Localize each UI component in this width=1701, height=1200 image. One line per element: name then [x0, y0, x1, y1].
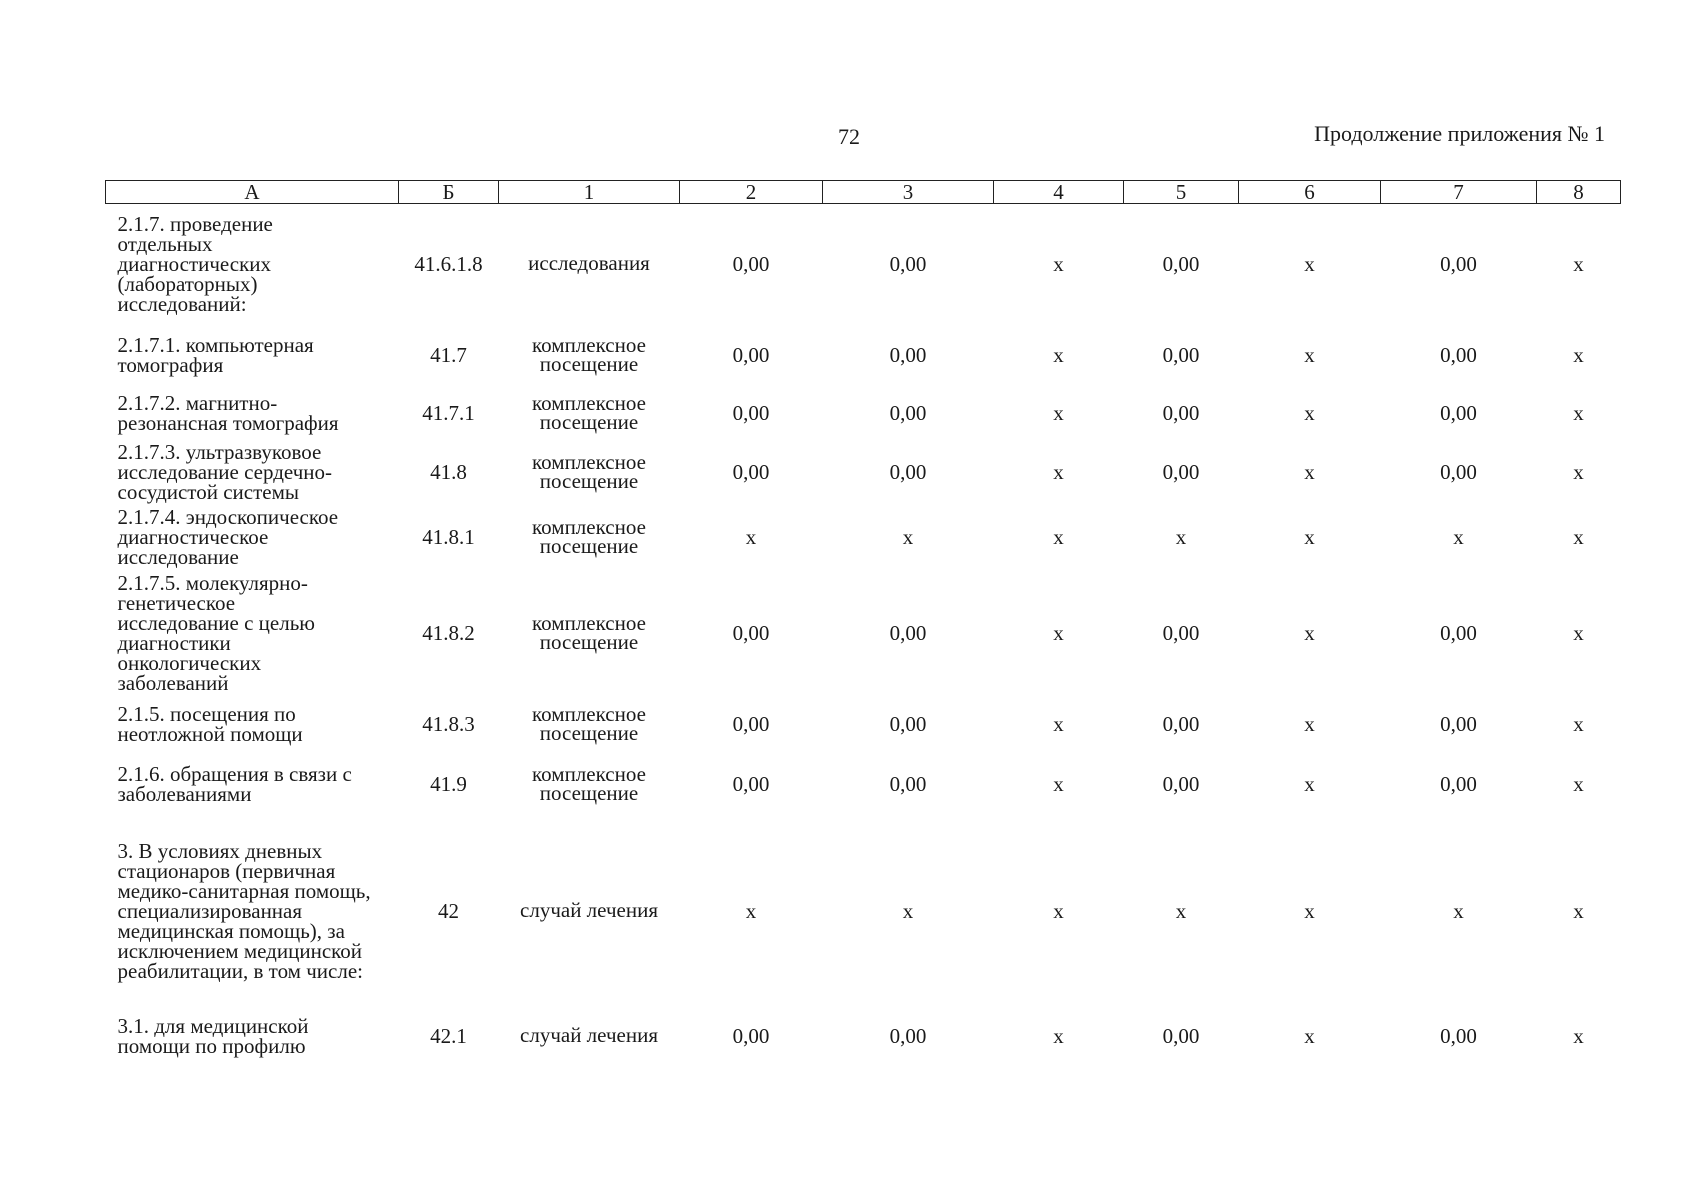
row-value-col-2: 0,00: [732, 342, 770, 367]
row-name: 2.1.6. обращения в связи с заболеваниями: [117, 761, 352, 806]
header-cell-8: 8: [1537, 181, 1621, 204]
row-value-col-5: х: [1175, 524, 1187, 549]
row-value-col-6: х: [1304, 711, 1315, 736]
row-value-col-2: 0,00: [732, 459, 770, 484]
row-value-col-3: 0,00: [889, 251, 927, 276]
row-value-col-8: х: [1573, 342, 1584, 367]
row-code: 41.8: [430, 459, 467, 484]
row-unit: [499, 503, 680, 571]
row-unit-text: комплексное посещение: [532, 391, 646, 434]
row-value-col-8: х: [1573, 401, 1584, 425]
row-value-col-8: х: [1573, 711, 1584, 736]
row-unit: [499, 753, 680, 815]
row-value-col-5: х: [1175, 898, 1187, 923]
row-unit: [499, 441, 680, 503]
row-unit-text: комплексное посещение: [532, 701, 646, 745]
row-value-col-8: х: [1573, 524, 1584, 549]
table-row: [106, 503, 1621, 571]
row-code: 41.8.1: [422, 524, 475, 549]
row-code: 41.9: [430, 771, 467, 796]
header-cell-a: А: [106, 181, 399, 204]
row-name: 2.1.7.5. молекулярно-генетическое исследование с целью диагностики онкологических заболеваний: [117, 570, 315, 695]
continuation-label: Продолжение приложения № 1: [1314, 121, 1605, 146]
row-value-col-8: х: [1573, 251, 1584, 276]
header-cell-6: 6: [1239, 181, 1381, 204]
row-name: 3.1. для медицинской помощи по профилю: [117, 1013, 309, 1058]
row-value-col-6: х: [1304, 401, 1315, 425]
row-unit: [499, 386, 680, 441]
row-value-col-5: 0,00: [1162, 342, 1200, 367]
row-value-col-5: 0,00: [1162, 401, 1200, 425]
row-unit: [499, 1007, 680, 1065]
row-value-col-4: х: [1053, 459, 1064, 484]
table-row: [106, 815, 1621, 1007]
row-name-cell: [106, 815, 399, 1007]
row-value-col-7: 0,00: [1440, 620, 1477, 645]
row-unit: [499, 204, 680, 324]
row-value-col-2: 0,00: [732, 620, 770, 645]
row-value-col-3: 0,00: [889, 620, 927, 645]
row-value-col-4: х: [1053, 1023, 1064, 1048]
header-cell-3: 3: [823, 181, 994, 204]
row-value-col-8: х: [1573, 898, 1584, 923]
row-name-cell: [106, 571, 399, 695]
row-value-col-7: 0,00: [1440, 251, 1477, 276]
table-row: [106, 695, 1621, 753]
row-value-col-6: х: [1304, 524, 1315, 549]
row-value-col-3: 0,00: [889, 459, 927, 484]
row-value-col-7: х: [1453, 898, 1464, 923]
row-value-col-2: 0,00: [732, 251, 770, 276]
row-value-col-2: 0,00: [732, 1023, 770, 1048]
row-value-col-5: 0,00: [1162, 771, 1200, 796]
row-name-cell: [106, 503, 399, 571]
row-value-col-5: 0,00: [1162, 251, 1200, 276]
row-value-col-4: х: [1053, 401, 1064, 425]
row-unit-text: случай лечения: [520, 1023, 658, 1047]
table-header: [106, 181, 1621, 204]
row-value-col-3: 0,00: [889, 771, 927, 796]
row-code: 42.1: [430, 1023, 467, 1048]
row-value-col-8: х: [1573, 620, 1584, 645]
row-code: 41.8.2: [422, 620, 475, 645]
row-unit: [499, 815, 680, 1007]
row-unit-text: комплексное посещение: [532, 514, 646, 558]
row-value-col-4: х: [1053, 620, 1064, 645]
row-value-col-6: х: [1304, 251, 1315, 276]
row-unit-text: комплексное посещение: [532, 610, 646, 654]
row-value-col-4: х: [1053, 251, 1064, 276]
row-value-col-5: 0,00: [1162, 1023, 1200, 1048]
row-unit: [499, 695, 680, 753]
header-cell-7: 7: [1381, 181, 1537, 204]
row-value-col-6: х: [1304, 771, 1315, 796]
table-body: [106, 204, 1621, 1065]
row-value-col-3: 0,00: [889, 711, 927, 736]
row-unit-text: комплексное посещение: [532, 449, 646, 493]
row-value-col-7: 0,00: [1440, 401, 1477, 425]
table-row: [106, 571, 1621, 695]
row-value-col-7: 0,00: [1440, 342, 1477, 367]
row-name: 2.1.7. проведение отдельных диагностических (лабораторных) исследований:: [117, 211, 273, 316]
table-row: [106, 753, 1621, 815]
row-value-col-2: 0,00: [732, 401, 770, 425]
row-value-col-8: х: [1573, 1023, 1584, 1048]
row-value-col-3: 0,00: [889, 401, 927, 425]
row-value-col-5: 0,00: [1162, 620, 1200, 645]
row-name: 2.1.5. посещения по неотложной помощи: [117, 701, 303, 746]
row-unit-text: исследования: [528, 251, 650, 276]
row-value-col-7: 0,00: [1440, 711, 1477, 736]
row-value-col-2: 0,00: [732, 711, 770, 736]
row-value-col-2: х: [745, 898, 757, 923]
table-row: [106, 441, 1621, 503]
row-value-col-7: 0,00: [1440, 459, 1477, 484]
row-name: 2.1.7.1. компьютерная томография: [117, 332, 314, 377]
row-name-cell: [106, 695, 399, 753]
row-value-col-7: 0,00: [1440, 1023, 1477, 1048]
row-value-col-2: х: [745, 524, 757, 549]
row-value-col-4: х: [1053, 771, 1064, 796]
row-unit: [499, 324, 680, 386]
row-value-col-6: х: [1304, 898, 1315, 923]
row-name-cell: [106, 1007, 399, 1065]
header-cell-b: Б: [399, 181, 499, 204]
row-value-col-6: х: [1304, 620, 1315, 645]
page-number: 72: [838, 124, 860, 149]
row-code: 42: [438, 898, 459, 923]
row-value-col-3: х: [902, 898, 914, 923]
row-value-col-4: х: [1053, 342, 1064, 367]
row-value-col-2: 0,00: [732, 771, 770, 796]
row-value-col-6: х: [1304, 1023, 1315, 1048]
row-value-col-6: х: [1304, 342, 1315, 367]
row-name-cell: [106, 324, 399, 386]
row-value-col-3: 0,00: [889, 342, 927, 367]
row-unit: [499, 571, 680, 695]
row-name-cell: [106, 204, 399, 324]
row-code: 41.8.3: [422, 711, 475, 736]
table-row: [106, 324, 1621, 386]
data-table: [105, 180, 1621, 1065]
row-value-col-5: 0,00: [1162, 459, 1200, 484]
row-value-col-4: х: [1053, 524, 1064, 549]
row-value-col-3: х: [902, 524, 914, 549]
row-name: 3. В условиях дневных стационаров (первичная медико-санитарная помощь, специализированная медицинская помощь), за исключением медицинской реабилитации, в том числе:: [117, 838, 371, 983]
row-unit-text: комплексное посещение: [532, 332, 646, 376]
row-value-col-7: х: [1453, 524, 1464, 549]
row-unit-text: случай лечения: [520, 898, 658, 922]
row-value-col-8: х: [1573, 771, 1584, 796]
header-cell-1: 1: [499, 181, 680, 204]
row-value-col-8: х: [1573, 459, 1584, 484]
row-name: 2.1.7.4. эндоскопическое диагностическое исследование: [117, 504, 339, 569]
header-row: [106, 181, 1621, 204]
row-value-col-4: х: [1053, 898, 1064, 923]
table-row: [106, 386, 1621, 441]
row-name: 2.1.7.3. ультразвуковое исследование сердечно-сосудистой системы: [117, 439, 332, 504]
row-name-cell: [106, 386, 399, 441]
row-unit-text: комплексное посещение: [532, 761, 646, 805]
table-row: [106, 1007, 1621, 1065]
row-code: 41.7.1: [422, 401, 475, 425]
row-name-cell: [106, 753, 399, 815]
row-code: 41.6.1.8: [414, 251, 483, 276]
row-value-col-3: 0,00: [889, 1023, 927, 1048]
row-name: 2.1.7.2. магнитно-резонансная томография: [117, 391, 339, 435]
header-cell-4: 4: [994, 181, 1124, 204]
row-value-col-6: х: [1304, 459, 1315, 484]
row-value-col-7: 0,00: [1440, 771, 1477, 796]
row-code: 41.7: [430, 342, 467, 367]
header-cell-2: 2: [680, 181, 823, 204]
table-row: [106, 204, 1621, 324]
row-name-cell: [106, 441, 399, 503]
row-value-col-5: 0,00: [1162, 711, 1200, 736]
row-value-col-4: х: [1053, 711, 1064, 736]
header-cell-5: 5: [1124, 181, 1239, 204]
